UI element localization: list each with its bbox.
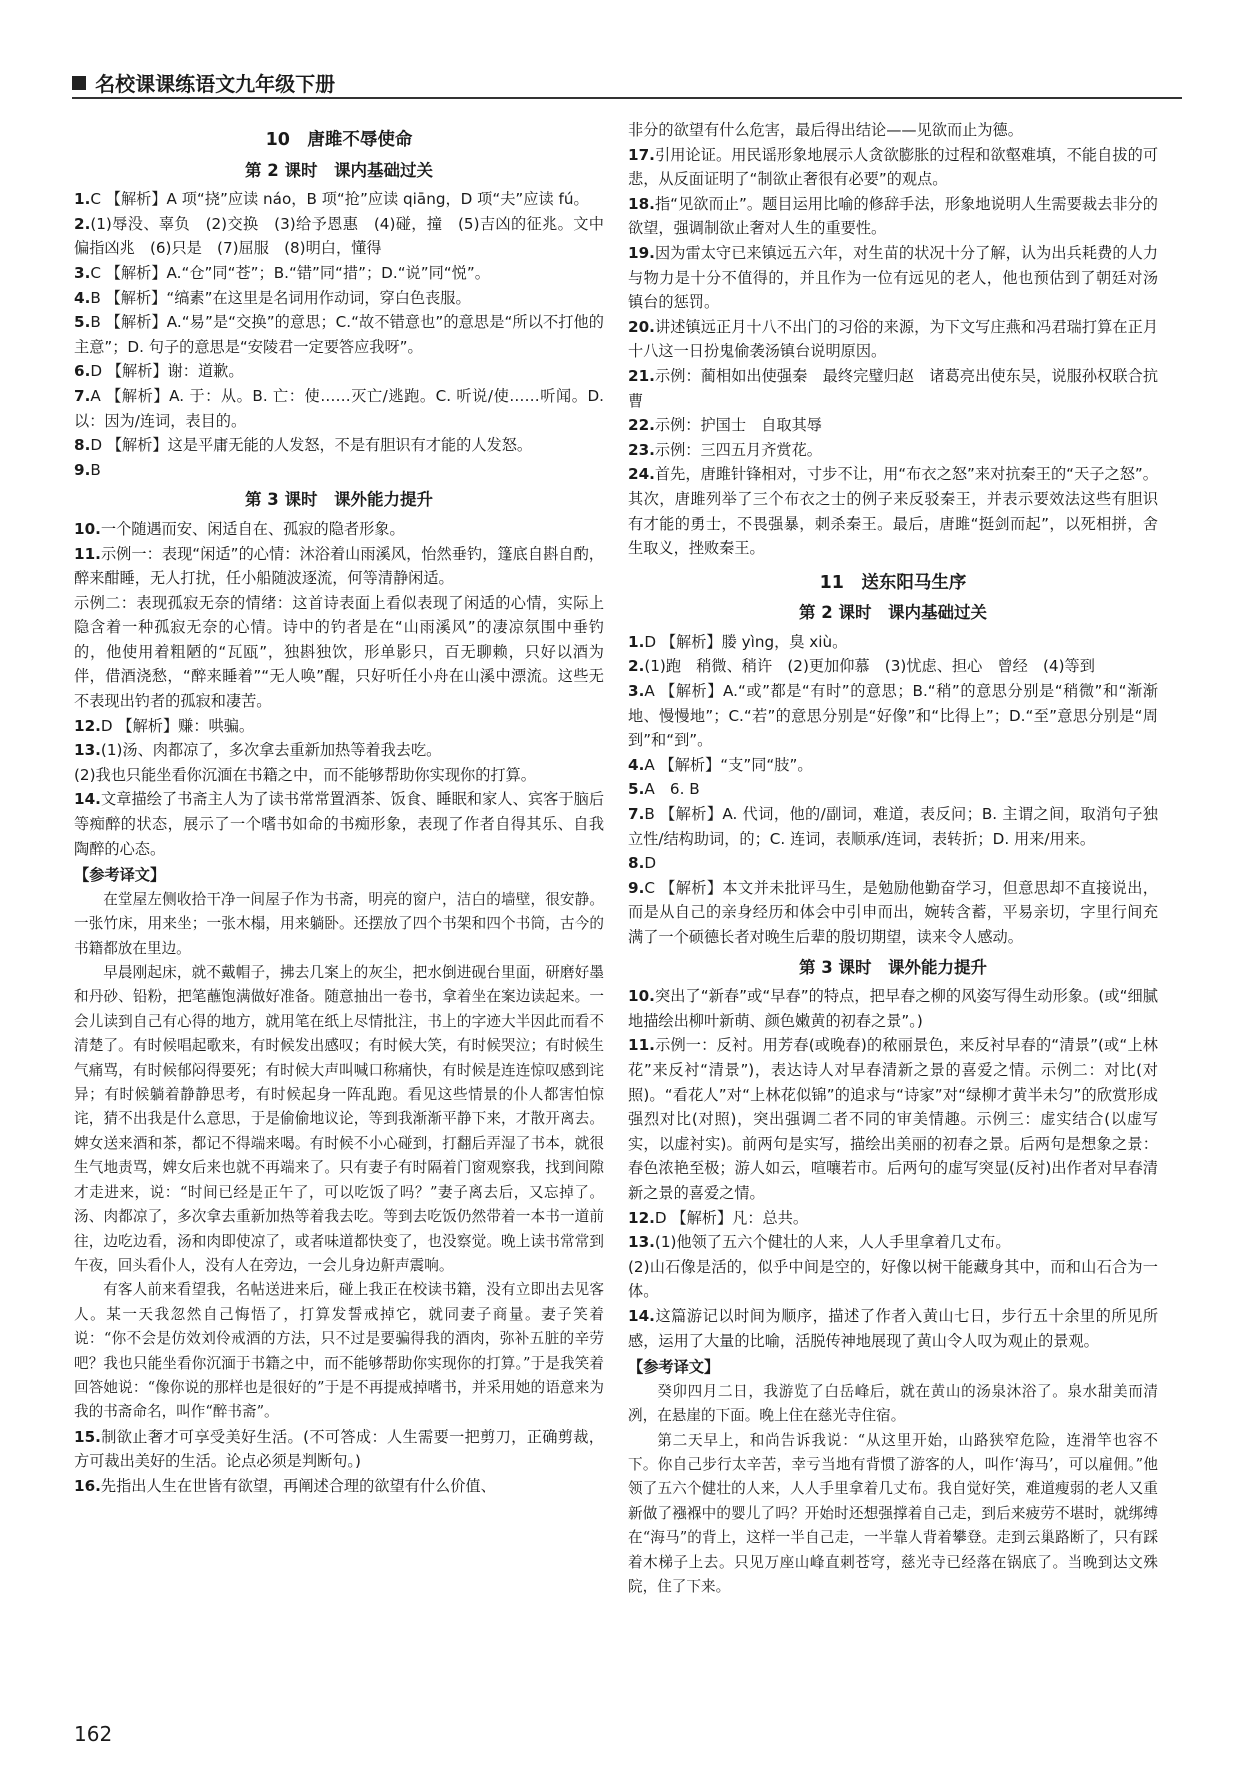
answer-text: D 【解析】这是平庸无能的人发怒，不是有胆识有才能的人发怒。 [90,436,533,455]
answer-number: 6. [74,362,91,381]
answer-item [628,364,1158,413]
answer-list [628,118,1158,561]
answer-text: 制欲止奢才可享受美好生活。(不可答成：人生需要一把剪刀，正确剪裁，方可裁出美好的生活。论点必须是判断句。) [74,1427,604,1471]
answer-text: 首先，唐雎针锋相对，寸步不让，用“布衣之怒”来对抗秦王的“天子之怒”。其次，唐雎列举了三个布衣之士的例子来反驳秦王，并表示要效法这些有胆识有才能的勇士，不畏强暴，刺杀秦王。最后，唐雎“挺剑而起”，以死相拼，舍生取义，挫败秦王。 [628,465,1158,558]
answer-number: 13. [74,741,101,760]
book-title: 名校课课练语文九年级下册 [95,72,336,96]
answer-item [74,591,604,714]
reference-translation-label: 【参考译文】 [628,1358,720,1377]
answer-text: (1)汤、肉都凉了，多次拿去重新加热等着我去吃。 [100,741,442,760]
answer-item [74,187,604,212]
answer-text: D 【解析】赚：哄骗。 [100,716,255,735]
answer-list [628,984,1158,1353]
answer-list [74,517,604,861]
translation-block [74,888,604,1425]
answer-item [628,654,1158,679]
answer-item [628,777,1158,802]
answer-text: D 【解析】媵 yìng，臭 xiù。 [644,632,848,651]
answer-item [628,802,1158,851]
answer-number: 14. [74,790,101,809]
answer-list [74,1425,604,1499]
answer-number: 5. [628,780,645,799]
answer-number: 9. [628,878,645,897]
answer-item [628,241,1158,315]
answer-text: D [644,854,657,873]
answer-item [74,433,604,458]
answer-number: 7. [628,805,645,824]
answer-item [74,763,604,788]
answer-number: 17. [628,145,655,164]
answer-text: 非分的欲望有什么危害，最后得出结论——见欲而止为德。 [628,121,1023,139]
answer-item [628,1255,1158,1304]
answer-text: 突出了“新春”或“早春”的特点，把早春之柳的风姿写得生动形象。(或“细腻地描绘出柳叶新萌、颜色嫩黄的初春之景”。) [628,987,1158,1030]
answer-text: (1)他领了五六个健壮的人来，人人手里拿着几丈布。 [654,1233,1011,1252]
section-title: 第 2 课时 课内基础过关 [799,603,987,623]
header-rule [72,97,1182,99]
answer-item [74,714,604,739]
left-column [74,118,604,1499]
answer-text: 因为雷太守已来镇远五六年，对生苗的状况十分了解，认为出兵耗费的人力与物力是十分不值得的，并且作为一位有远见的老人，他也预估到了朝廷对汤镇台的惩罚。 [628,243,1158,312]
answer-item [628,1304,1158,1353]
answer-item [74,359,604,384]
lesson-title: 10 唐雎不辱使命 [265,130,413,150]
answer-text: A 【解析】A. 于：从。B. 亡：使……灭亡/逃跑。C. 听说/使……听闻。D. 以：因为/连词，表目的。 [74,386,604,430]
answer-number: 13. [628,1233,655,1252]
answer-text: 示例：三四五月齐赏花。 [654,440,822,459]
answer-text: C 【解析】A 项“挠”应读 náo，B 项“抢”应读 qiāng，D 项“夫”应读 fú。 [90,190,589,209]
answer-number: 9. [74,460,91,479]
answer-text: (1)跑 稍微、稍许 (2)更加仰慕 (3)忧虑、担心 曾经 (4)等到 [644,657,1095,676]
answer-number: 23. [628,440,655,459]
answer-item [74,1425,604,1474]
reference-translation-label: 【参考译文】 [74,866,166,885]
answer-text: 示例：护国士 自取其辱 [654,416,822,435]
answer-text: 引用论证。用民谣形象地展示人贪欲膨胀的过程和欲壑难填，不能自拔的可悲，从反面证明了“制欲止奢很有必要”的观点。 [628,145,1158,189]
answer-number: 22. [628,416,655,435]
answer-item [74,787,604,861]
answer-text: D 【解析】谢：道歉。 [90,362,244,381]
answer-item [74,286,604,311]
answer-text: 一个随遇而安、闲适自在、孤寂的隐者形象。 [100,519,405,538]
answer-item [74,458,604,483]
answer-text: (1)辱没、辜负 (2)交换 (3)给予恩惠 (4)碰，撞 (5)吉凶的征兆。文中偏指凶兆 (6)只是 (7)屈服 (8)明白，懂得 [74,214,604,258]
answer-item [74,261,604,286]
answer-item [74,212,604,261]
answer-number: 16. [74,1476,101,1495]
answer-item [628,315,1158,364]
answer-item [74,517,604,542]
answer-number: 14. [628,1306,655,1325]
answer-item [628,851,1158,876]
answer-item [628,1033,1158,1205]
translation-paragraph: 有客人前来看望我，名帖送进来后，碰上我正在校读书籍，没有立即出去见客人。某一天我忽然自己悔悟了，打算发誓戒掉它，就同妻子商量。妻子笑着说：“你不会是仿效刘伶戒酒的方法，只不过是要骗得我的酒肉，弥补五脏的辛劳吧？我也只能坐看你沉湎于书籍之中，而不能够帮助你实现你的打算。”于是我笑着回答她说：“像你说的那样也是很好的”于是不再提戒掉嗜书，并采用她的语意来为我的书斋命名，叫作“醉书斋”。 [74,1281,604,1421]
translation-block [628,1380,1158,1600]
right-column [628,118,1158,1599]
answer-text: B [90,460,101,479]
section-title: 第 2 课时 课内基础过关 [245,160,433,180]
answer-text: 指“见欲而止”。题目运用比喻的修辞手法，形象地说明人生需要裁去非分的欲望，强调制欲止奢对人生的重要性。 [628,194,1158,238]
answer-number: 20. [628,317,655,336]
answer-item [628,876,1158,950]
answer-number: 8. [74,436,91,455]
answer-text: B 【解析】“缟素”在这里是名词用作动词，穿白色丧服。 [90,288,471,307]
answer-number: 7. [74,386,91,405]
answer-list [628,630,1158,950]
answer-number: 4. [628,755,645,774]
answer-number: 12. [74,716,101,735]
answer-item [628,984,1158,1033]
answer-text: (2)山石像是活的，似乎中间是空的，好像以树干能藏身其中，而和山石合为一体。 [628,1257,1158,1301]
answer-text: B 【解析】A. 代词，他的/副词，难道，表反问；B. 主谓之间，取消句子独立性/结构助词，的；C. 连词，表顺承/连词，表转折；D. 用来/用来。 [628,805,1158,848]
answer-item [74,310,604,359]
answer-item [628,679,1158,753]
answer-item [628,438,1158,463]
answer-number: 4. [74,288,91,307]
answer-text: 先指出人生在世皆有欲望，再阐述合理的欲望有什么价值、 [100,1476,496,1495]
answer-number: 15. [74,1427,101,1446]
answer-text: A 【解析】A.“或”都是“有时”的意思；B.“稍”的意思分别是“稍微”和“渐渐地、慢慢地”；C.“若”的意思分别是“好像”和“比得上”；D.“至”意思分别是“周到”和“到”。 [628,682,1158,750]
answer-text: 文章描绘了书斋主人为了读书常常置酒茶、饭食、睡眠和家人、宾客于脑后等痴醉的状态，展示了一个嗜书如命的书痴形象，表现了作者自得其乐、自我陶醉的心态。 [74,790,604,858]
answer-text: B 【解析】A.“易”是“交换”的意思；C.“故不错意也”的意思是“所以不打他的主意”；D. 句子的意思是“安陵君一定要答应我呀”。 [74,313,604,356]
lesson-title: 11 送东阳马生序 [819,572,967,593]
answer-number: 11. [628,1036,655,1055]
section-title: 第 3 课时 课外能力提升 [245,490,433,510]
answer-number: 2. [74,214,91,233]
answer-text: D 【解析】凡：总共。 [654,1208,809,1227]
answer-item [74,738,604,763]
answer-text: A 【解析】“支”同“肢”。 [644,755,813,774]
answer-item [74,384,604,433]
answer-number: 5. [74,313,91,332]
answer-number: 10. [628,987,655,1006]
answer-text: 示例：蔺相如出使强秦 最终完璧归赵 诸葛亮出使东吴，说服孙权联合抗曹 [628,366,1158,410]
answer-text: (2)我也只能坐看你沉湎在书籍之中，而不能够帮助你实现你的打算。 [74,765,536,784]
answer-text: 示例一：表现“闲适”的心情：沐浴着山雨溪风，怡然垂钓，篷底自斟自酌，醉来酣睡，无人打扰，任小船随波逐流，何等清静闲适。 [74,544,604,588]
answer-item [628,192,1158,241]
answer-number: 18. [628,194,655,213]
answer-number: 12. [628,1208,655,1227]
answer-list [74,187,604,482]
answer-text: 这篇游记以时间为顺序，描述了作者入黄山七日，步行五十余里的所见所感，运用了大量的比喻，活脱传神地展现了黄山令人叹为观止的景观。 [628,1306,1158,1350]
answer-number: 24. [628,465,655,484]
translation-paragraph: 第二天早上，和尚告诉我说：“从这里开始，山路狭窄危险，连滑竿也容不下。你自己步行太辛苦，幸亏当地有背惯了游客的人，叫作‘海马’，可以雇佣。”他领了五六个健壮的人来，人人手里拿着几丈布。我自觉好笑，难道瘦弱的老人又重新做了襁褓中的婴儿了吗？开始时还想强撑着自己走，到后来疲劳不堪时，就绑缚在“海马”的背上，这样一半自己走，一半靠人背着攀登。走到云巢路断了，只有踩着木梯子上去。只见万座山峰直刺苍穹，慈光寺已经落在锅底了。当晚到达文殊院，住了下来。 [628,1431,1158,1595]
answer-text: 示例一：反衬。用芳春(或晚春)的秾丽景色，来反衬早春的“清景”(或“上林花”来反衬“清景”)，表达诗人对早春清新之景的喜爱之情。示例二：对比(对照)。“看花人”对“上林花似锦”的追求与“诗家”对“绿柳才黄半未匀”的欣赏形成强烈对比(对照)，突出强调二者不同的审美情趣。示例三：虚实结合(以虚写实，以虚衬实)。前两句是实写，描绘出美丽的初春之景。后两句是想象之景：春色浓艳至极；游人如云，喧嚷若市。后两句的虚写突显(反衬)出作者对早春清新之景的喜爱之情。 [628,1036,1158,1202]
answer-item [628,462,1158,560]
square-bullet-icon [72,76,86,90]
answer-item [628,118,1158,143]
page-header [72,68,1182,98]
answer-item [628,1230,1158,1255]
answer-number: 2. [628,657,645,676]
answer-text: 示例二：表现孤寂无奈的情绪：这首诗表面上看似表现了闲适的心情，实际上隐含着一种孤寂无奈的心情。诗中的钓者是在“山雨溪风”的凄凉氛围中垂钓的，他使用着粗陋的“瓦瓯”，独斟独饮，形单影只，百无聊赖，只好以酒为伴，借酒浇愁，“醉来睡着”“无人唤”醒，只好听任小舟在山溪中漂流。这些无不表现出钓者的孤寂和凄苦。 [74,593,604,711]
translation-paragraph: 在堂屋左侧收拾干净一间屋子作为书斋，明亮的窗户，洁白的墙壁，很安静。一张竹床，用来坐；一张木榻，用来躺卧。还摆放了四个书架和四个书筒，古今的书籍都放在里边。 [74,890,604,957]
answer-item [628,753,1158,778]
answer-text: A 6. B [644,780,700,799]
page-number: 162 [74,1722,113,1746]
answer-item [74,1474,604,1499]
translation-paragraph: 癸卯四月二日，我游览了白岳峰后，就在黄山的汤泉沐浴了。泉水甜美而清冽，在悬崖的下面。晚上住在慈光寺住宿。 [628,1382,1158,1425]
answer-text: C 【解析】本文并未批评马生，是勉励他勤奋学习，但意思却不直接说出，而是从自己的亲身经历和体会中引申而出，婉转含蓄，平易亲切，字里行间充满了一个硕德长者对晚生后辈的殷切期望，读来令人感动。 [628,878,1158,946]
answer-item [628,630,1158,655]
section-title: 第 3 课时 课外能力提升 [799,957,987,977]
answer-text: C 【解析】A.“仓”同“苍”；B.“错”同“措”；D.“说”同“悦”。 [90,263,490,282]
answer-number: 1. [74,190,91,209]
translation-paragraph: 早晨刚起床，就不戴帽子，拂去几案上的灰尘，把水倒进砚台里面，研磨好墨和丹砂、铅粉，把笔蘸饱满做好准备。随意抽出一卷书，拿着坐在案边读起来。一会儿读到自己有心得的地方，就用笔在纸上尽情批注，书上的字迹大半因此而看不清楚了。有时候唱起歌来，有时候发出感叹；有时候大笑，有时候哭泣；有时候生气痛骂，有时候郁闷得要死；有时候大声叫喊口称痛快，有时候是连连惊叹感到诧异；有时候躺着静静思考，有时候起身一阵乱跑。看见这些情景的仆人都害怕惊诧，猜不出我是什么意思，于是偷偷地议论，等到我渐渐平静下来，才散开离去。婢女送来酒和茶，都记不得端来喝。有时候不小心碰到，打翻后弄湿了书本，就很生气地责骂，婢女后来也就不再端来了。只有妻子有时隔着门窗观察我，找到间隙才走进来，说：“时间已经是正午了，可以吃饭了吗？”妻子离去后，又忘掉了。汤、肉都凉了，多次拿去重新加热等着我去吃。等到去吃饭仍然带着一本书一道前往，边吃边看，汤和肉即使凉了，或者味道都快变了，也没察觉。晚上读书常常到午夜，回头看仆人，没有人在旁边，一会儿身边鼾声震响。 [74,964,604,1274]
answer-item [628,413,1158,438]
answer-item [628,1206,1158,1231]
answer-number: 11. [74,544,101,563]
answer-number: 19. [628,243,655,262]
answer-number: 21. [628,366,655,385]
answer-number: 8. [628,854,645,873]
answer-number: 1. [628,632,645,651]
answer-text: 讲述镇远正月十八不出门的习俗的来源，为下文写庄燕和冯君瑞打算在正月十八这一日扮鬼偷袭汤镇台说明原因。 [628,317,1158,361]
answer-number: 3. [74,263,91,282]
answer-item [628,143,1158,192]
answer-item [74,542,604,591]
answer-number: 3. [628,682,645,701]
answer-number: 10. [74,519,101,538]
